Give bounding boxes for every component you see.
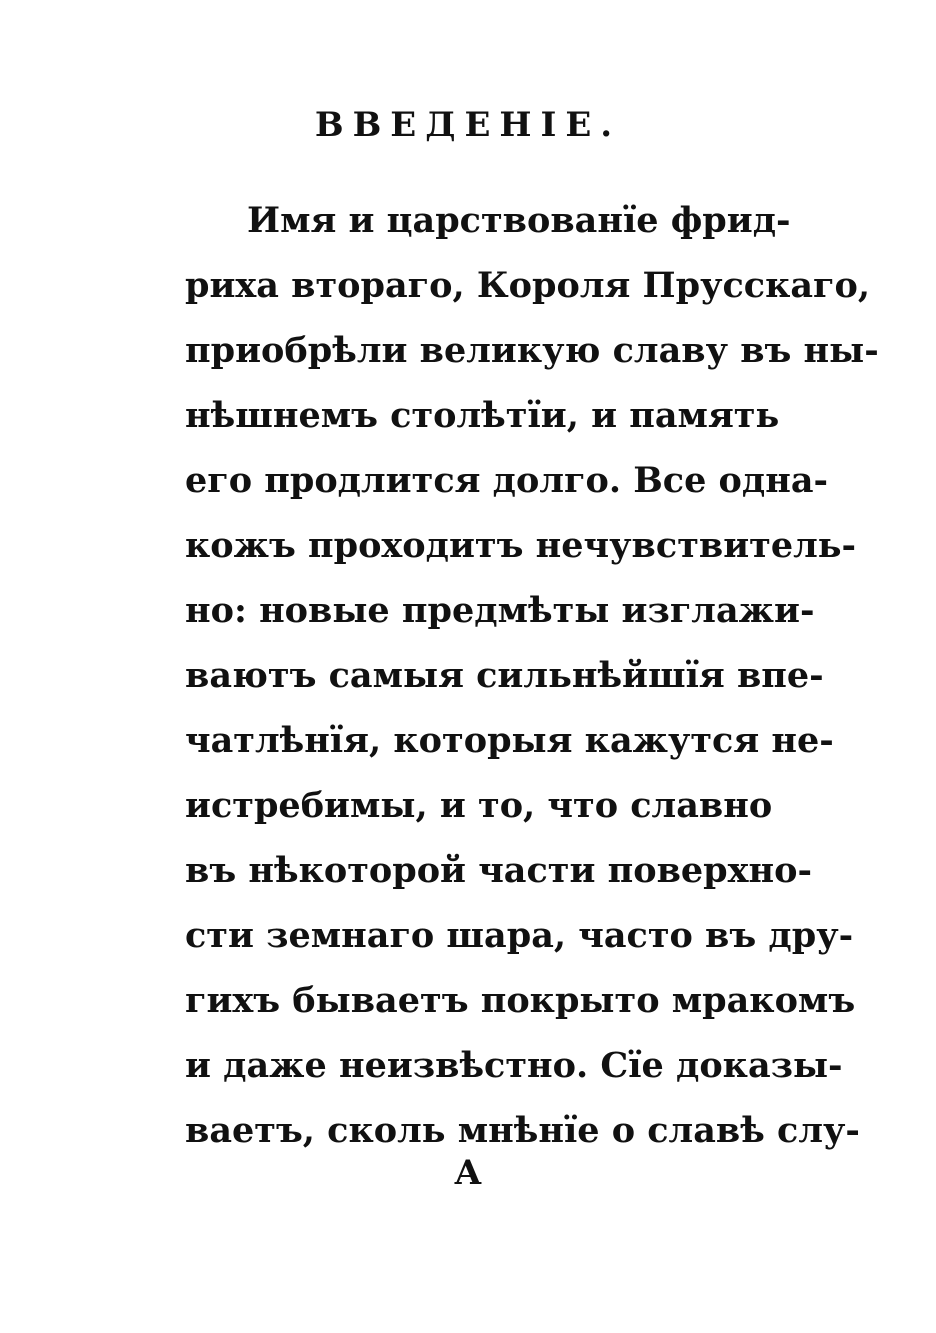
text-line: ваютъ самыя сильнѣйшїя впе- [185, 655, 824, 696]
text-line: риха втораго, Короля Прусскаго, [185, 265, 871, 306]
text-line: его продлится долго. Все одна- [185, 460, 829, 501]
text-line: въ нѣкоторой части поверхно- [185, 850, 813, 891]
body-text [185, 188, 879, 1163]
text-line: сти земнаго шара, часто въ дру- [185, 915, 854, 956]
text-line: гихъ бываетъ покрыто мракомъ [185, 980, 856, 1021]
text-line: чатлѣнїя, которыя кажутся не- [185, 720, 834, 761]
printer-signature-mark: А [454, 1153, 482, 1193]
page-title: ВВЕДЕНІЕ. [314, 105, 622, 145]
text-line: и даже неизвѣстно. Сїе доказы- [185, 1045, 843, 1086]
text-line: нѣшнемъ столѣтїи, и память [185, 395, 780, 436]
text-line: ваетъ, сколь мнѣнїе о славѣ слу- [185, 1110, 860, 1151]
text-line: кожъ проходитъ нечувствитель- [185, 525, 857, 566]
text-line: но: новые предмѣты изглажи- [185, 590, 815, 631]
text-line: приобрѣли великую славу въ ны- [185, 330, 879, 371]
text-line: Имя и царствованїе фрид- [247, 200, 791, 241]
text-line: истребимы, и то, что славно [185, 785, 773, 826]
